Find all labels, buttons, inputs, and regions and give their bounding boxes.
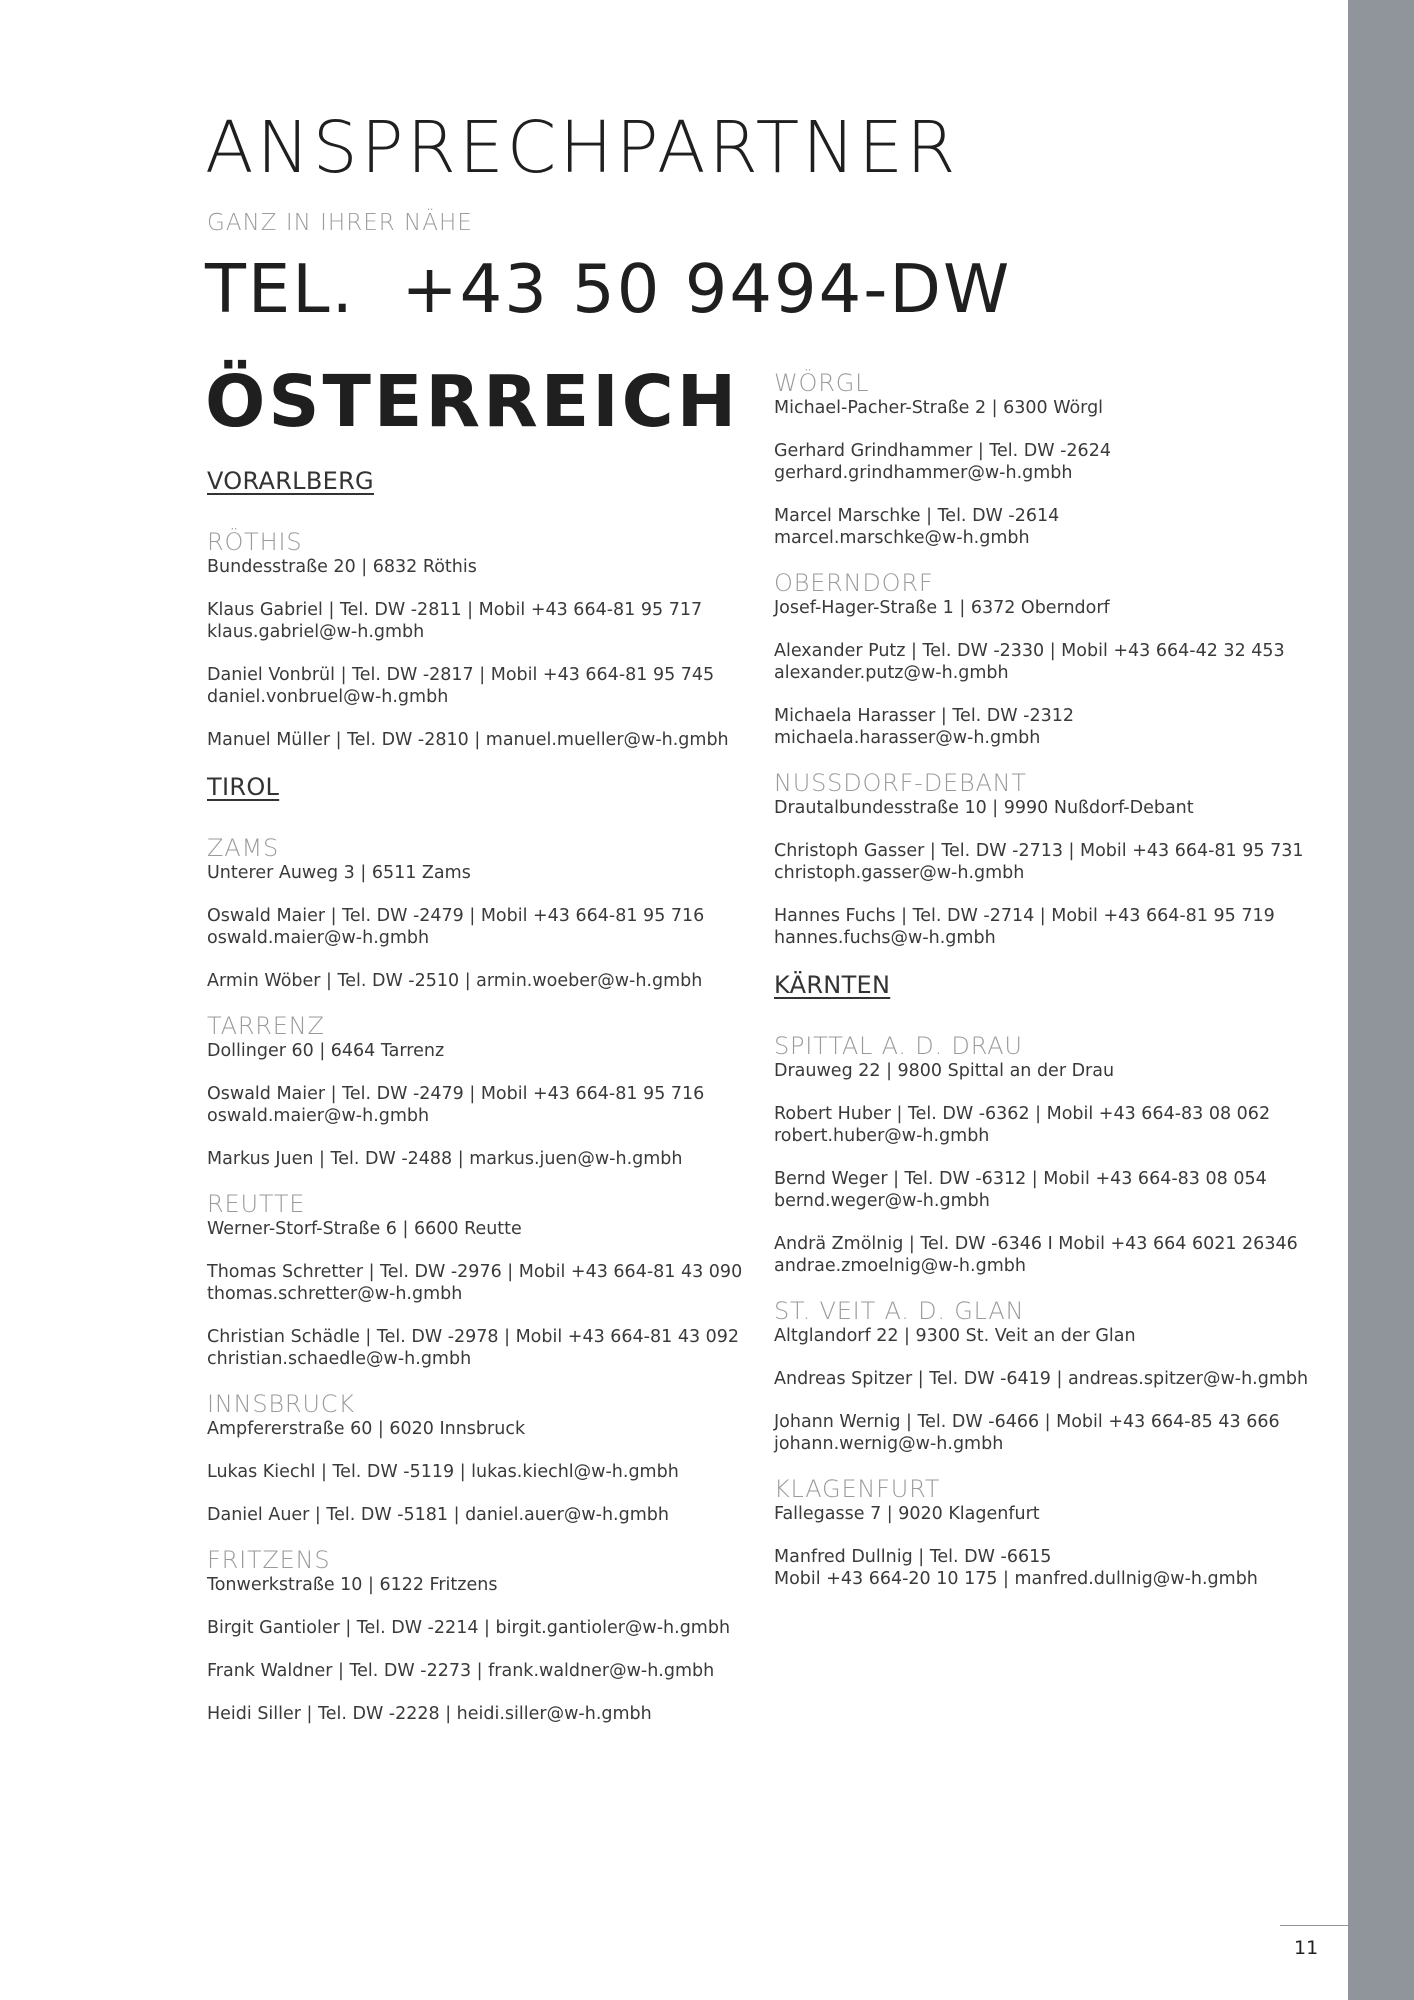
right-column [774,371,1334,1612]
address: Drautalbundesstraße 10 | 9990 Nußdorf-Debant [774,798,1194,818]
contact-email[interactable]: bernd.weger@w-h.gmbh [774,1190,990,1211]
page-number: 11 [1294,1937,1319,1959]
contact-entry [207,1617,767,1639]
contact-entry [207,1261,767,1305]
contact-email[interactable]: daniel.vonbruel@w-h.gmbh [207,686,449,707]
contact-entry [774,440,1334,484]
location-spittal [774,1031,1334,1277]
city-heading: SPITTAL A. D. DRAU [774,1031,1023,1060]
contact-email[interactable]: robert.huber@w-h.gmbh [774,1125,990,1146]
city-heading: OBERNDORF [774,569,934,597]
contact-line: Daniel Vonbrül | Tel. DW -2817 | Mobil +43 664-81 95 745 [207,664,715,685]
address: Werner-Storf-Straße 6 | 6600 Reutte [207,1218,522,1239]
contact-line: Mobil +43 664-20 10 175 | manfred.dullnig@w-h.gmbh [774,1568,1258,1589]
address: Drauweg 22 | 9800 Spittal an der Drau [774,1060,1115,1081]
contact-email[interactable]: thomas.schretter@w-h.gmbh [207,1283,463,1304]
contact-entry [207,1504,767,1526]
contact-line: Daniel Auer | Tel. DW -5181 | daniel.auer@w-h.gmbh [207,1504,669,1525]
address: Bundesstraße 20 | 6832 Röthis [207,556,477,577]
contact-line: Andreas Spitzer | Tel. DW -6419 | andreas.spitzer@w-h.gmbh [774,1368,1309,1389]
contact-entry [774,640,1334,684]
contact-entry [774,905,1334,949]
contact-entry [207,599,767,643]
contact-line: Gerhard Grindhammer | Tel. DW -2624 [774,441,1111,461]
contact-line: Manuel Müller | Tel. DW -2810 | manuel.mueller@w-h.gmbh [207,729,729,750]
region-heading-kaernten: KÄRNTEN [774,971,891,999]
contact-line: Armin Wöber | Tel. DW -2510 | armin.woeber@w-h.gmbh [207,970,703,991]
footer-divider [1280,1925,1348,1926]
page-title: ANSPRECHPARTNER [205,106,959,189]
contact-entry [207,905,767,949]
contact-line: Manfred Dullnig | Tel. DW -6615 [774,1546,1052,1567]
contact-email[interactable]: oswald.maier@w-h.gmbh [207,1105,430,1126]
left-column [207,467,767,1747]
contact-entry [774,840,1334,884]
contact-email[interactable]: klaus.gabriel@w-h.gmbh [207,621,425,642]
contact-entry [207,1461,767,1483]
contact-line: Lukas Kiechl | Tel. DW -5119 | lukas.kiechl@w-h.gmbh [207,1461,679,1482]
contact-entry [774,1411,1334,1455]
location-reutte [207,1189,767,1370]
contact-line: Markus Juen | Tel. DW -2488 | markus.juen@w-h.gmbh [207,1148,683,1169]
contact-email[interactable]: alexander.putz@w-h.gmbh [774,663,1009,683]
contact-line: Andrä Zmölnig | Tel. DW -6346 I Mobil +43 664 6021 26346 [774,1233,1298,1254]
contact-line: Hannes Fuchs | Tel. DW -2714 | Mobil +43 664-81 95 719 [774,906,1275,926]
contact-email[interactable]: andrae.zmoelnig@w-h.gmbh [774,1255,1026,1276]
side-accent-bar [1348,0,1414,2000]
address: Michael-Pacher-Straße 2 | 6300 Wörgl [774,398,1104,418]
contact-email[interactable]: christoph.gasser@w-h.gmbh [774,863,1025,883]
city-heading: RÖTHIS [207,527,303,556]
address: Dollinger 60 | 6464 Tarrenz [207,1040,445,1061]
contact-line: Christoph Gasser | Tel. DW -2713 | Mobil +43 664-81 95 731 [774,841,1304,861]
address: Ampfererstraße 60 | 6020 Innsbruck [207,1418,526,1439]
contact-entry [207,729,767,751]
country-title: ÖSTERREICH [205,360,740,443]
contact-entry [207,1083,767,1127]
address: Tonwerkstraße 10 | 6122 Fritzens [207,1574,498,1595]
contact-entry [774,705,1334,749]
contact-line: Alexander Putz | Tel. DW -2330 | Mobil +43 664-42 32 453 [774,641,1285,661]
contact-email[interactable]: oswald.maier@w-h.gmbh [207,927,430,948]
contact-line: Christian Schädle | Tel. DW -2978 | Mobil +43 664-81 43 092 [207,1326,740,1347]
region-heading-vorarlberg: VORARLBERG [207,467,374,495]
address: Altglandorf 22 | 9300 St. Veit an der Glan [774,1325,1136,1346]
location-roethis [207,527,767,751]
contact-line: Heidi Siller | Tel. DW -2228 | heidi.siller@w-h.gmbh [207,1703,652,1724]
region-heading-tirol: TIROL [207,772,280,801]
city-heading: TARRENZ [207,1011,325,1040]
contact-entry [207,1703,767,1725]
contact-entry [207,1660,767,1682]
contact-line: Oswald Maier | Tel. DW -2479 | Mobil +43 664-81 95 716 [207,905,705,926]
contact-line: Oswald Maier | Tel. DW -2479 | Mobil +43 664-81 95 716 [207,1083,705,1104]
location-woergl [774,371,1334,549]
city-heading: REUTTE [207,1189,306,1218]
contact-entry [207,970,767,992]
contact-entry [774,1368,1334,1390]
contact-entry [774,1168,1334,1212]
city-heading: INNSBRUCK [207,1389,355,1418]
contact-entry [774,505,1334,549]
contact-email[interactable]: michaela.harasser@w-h.gmbh [774,728,1041,748]
contact-line: Thomas Schretter | Tel. DW -2976 | Mobil +43 664-81 43 090 [207,1261,743,1282]
contact-entry [207,664,767,708]
address: Josef-Hager-Straße 1 | 6372 Oberndorf [774,598,1110,618]
address: Fallegasse 7 | 9020 Klagenfurt [774,1503,1040,1524]
contact-entry [207,1148,767,1170]
contact-entry [774,1546,1334,1590]
contact-line: Johann Wernig | Tel. DW -6466 | Mobil +43 664-85 43 666 [774,1411,1280,1432]
location-innsbruck [207,1389,767,1526]
page-subtitle: GANZ IN IHRER NÄHE [207,210,473,236]
city-heading: NUSSDORF-DEBANT [774,769,1027,797]
city-heading: KLAGENFURT [774,1474,941,1503]
city-heading: ST. VEIT A. D. GLAN [774,1296,1025,1325]
city-heading: WÖRGL [774,369,870,397]
contact-email[interactable]: christian.schaedle@w-h.gmbh [207,1348,472,1369]
location-fritzens [207,1545,767,1725]
contact-email[interactable]: hannes.fuchs@w-h.gmbh [774,928,996,948]
city-heading: ZAMS [207,833,280,862]
contact-line: Klaus Gabriel | Tel. DW -2811 | Mobil +43 664-81 95 717 [207,599,703,620]
contact-email[interactable]: gerhard.grindhammer@w-h.gmbh [774,463,1073,483]
location-klagenfurt [774,1474,1334,1590]
location-tarrenz [207,1011,767,1170]
phone-headline: TEL. +43 50 9494-DW [205,250,1012,328]
city-heading: FRITZENS [207,1545,331,1574]
address: Unterer Auweg 3 | 6511 Zams [207,862,471,883]
contact-entry [774,1103,1334,1147]
contact-email[interactable]: johann.wernig@w-h.gmbh [774,1433,1004,1454]
contact-line: Michaela Harasser | Tel. DW -2312 [774,706,1074,726]
contact-entry [774,1233,1334,1277]
contact-line: Bernd Weger | Tel. DW -6312 | Mobil +43 664-83 08 054 [774,1168,1267,1189]
location-oberndorf [774,571,1334,749]
contact-email[interactable]: marcel.marschke@w-h.gmbh [774,528,1030,548]
contact-line: Robert Huber | Tel. DW -6362 | Mobil +43 664-83 08 062 [774,1103,1271,1124]
contact-line: Birgit Gantioler | Tel. DW -2214 | birgit.gantioler@w-h.gmbh [207,1617,731,1638]
location-st-veit [774,1296,1334,1455]
contact-entry [207,1326,767,1370]
contact-line: Marcel Marschke | Tel. DW -2614 [774,506,1060,526]
location-zams [207,833,767,992]
contact-line: Frank Waldner | Tel. DW -2273 | frank.waldner@w-h.gmbh [207,1660,715,1681]
location-nussdorf-debant [774,771,1334,949]
